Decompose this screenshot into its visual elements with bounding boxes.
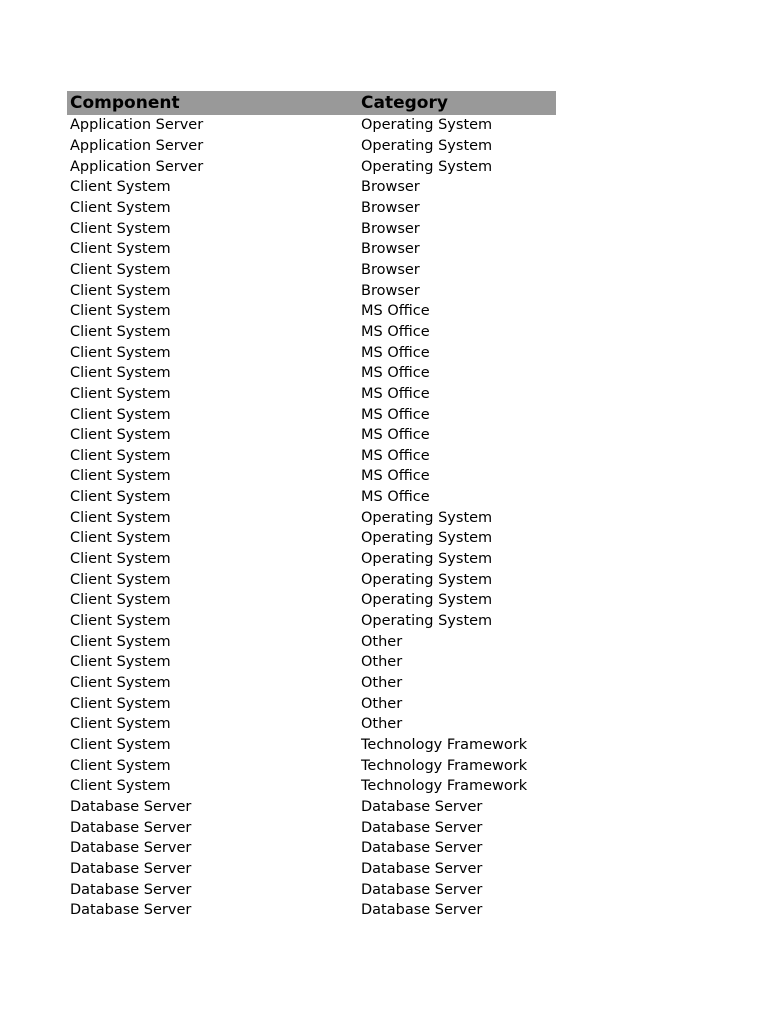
cell-category: Other bbox=[361, 695, 403, 712]
table-row bbox=[67, 569, 556, 590]
table-row bbox=[67, 280, 556, 301]
cell-category: Browser bbox=[361, 282, 420, 299]
cell-category: Database Server bbox=[361, 798, 483, 815]
cell-component: Client System bbox=[70, 757, 171, 774]
cell-component: Database Server bbox=[70, 798, 192, 815]
cell-component: Client System bbox=[70, 282, 171, 299]
table-row bbox=[67, 342, 556, 363]
cell-category: Operating System bbox=[361, 509, 493, 526]
cell-component: Database Server bbox=[70, 902, 192, 919]
cell-category: Other bbox=[361, 654, 403, 671]
table-row bbox=[67, 404, 556, 425]
cell-category: Operating System bbox=[361, 530, 493, 547]
cell-component: Client System bbox=[70, 303, 171, 320]
cell-category: Technology Framework bbox=[361, 737, 528, 754]
table-row bbox=[67, 177, 556, 198]
cell-component: Client System bbox=[70, 241, 171, 258]
cell-component: Client System bbox=[70, 716, 171, 733]
cell-category: Database Server bbox=[361, 840, 483, 857]
table-row bbox=[67, 136, 556, 157]
table-row bbox=[67, 673, 556, 694]
cell-category: Technology Framework bbox=[361, 757, 528, 774]
cell-category: Browser bbox=[361, 220, 420, 237]
cell-component: Client System bbox=[70, 695, 171, 712]
table-row bbox=[67, 735, 556, 756]
table-row bbox=[67, 755, 556, 776]
table-row bbox=[67, 198, 556, 219]
cell-category: Operating System bbox=[361, 592, 493, 609]
table-row bbox=[67, 446, 556, 467]
header-category: Category bbox=[361, 93, 448, 113]
table-row bbox=[67, 218, 556, 239]
table-row bbox=[67, 859, 556, 880]
cell-component: Client System bbox=[70, 261, 171, 278]
cell-component: Database Server bbox=[70, 860, 192, 877]
cell-category: Database Server bbox=[361, 881, 483, 898]
cell-category: Other bbox=[361, 716, 403, 733]
table-header-row bbox=[67, 91, 556, 115]
cell-component: Client System bbox=[70, 447, 171, 464]
cell-category: MS Office bbox=[361, 385, 430, 402]
table-row bbox=[67, 879, 556, 900]
cell-category: Browser bbox=[361, 199, 420, 216]
table-row bbox=[67, 487, 556, 508]
cell-category: Operating System bbox=[361, 158, 493, 175]
cell-component: Application Server bbox=[70, 158, 204, 175]
cell-component: Client System bbox=[70, 737, 171, 754]
cell-category: MS Office bbox=[361, 427, 430, 444]
table-row bbox=[67, 363, 556, 384]
cell-category: Browser bbox=[361, 261, 420, 278]
table-row bbox=[67, 322, 556, 343]
table-row bbox=[67, 817, 556, 838]
cell-component: Client System bbox=[70, 571, 171, 588]
cell-component: Client System bbox=[70, 220, 171, 237]
cell-category: Database Server bbox=[361, 819, 483, 836]
cell-component: Client System bbox=[70, 199, 171, 216]
cell-component: Client System bbox=[70, 675, 171, 692]
table-row bbox=[67, 797, 556, 818]
table-row bbox=[67, 115, 556, 136]
cell-component: Client System bbox=[70, 468, 171, 485]
table-row bbox=[67, 549, 556, 570]
table-row bbox=[67, 900, 556, 921]
cell-component: Client System bbox=[70, 633, 171, 650]
table-row bbox=[67, 693, 556, 714]
cell-component: Client System bbox=[70, 365, 171, 382]
cell-component: Database Server bbox=[70, 840, 192, 857]
table-row bbox=[67, 384, 556, 405]
spreadsheet-table bbox=[67, 91, 556, 921]
table-row bbox=[67, 507, 556, 528]
table-row bbox=[67, 631, 556, 652]
cell-category: MS Office bbox=[361, 447, 430, 464]
cell-component: Application Server bbox=[70, 137, 204, 154]
cell-category: Operating System bbox=[361, 571, 493, 588]
table-row bbox=[67, 838, 556, 859]
cell-category: Operating System bbox=[361, 137, 493, 154]
table-row bbox=[67, 425, 556, 446]
table-row bbox=[67, 156, 556, 177]
table-row bbox=[67, 260, 556, 281]
cell-category: MS Office bbox=[361, 489, 430, 506]
cell-component: Client System bbox=[70, 592, 171, 609]
cell-category: Database Server bbox=[361, 860, 483, 877]
cell-component: Application Server bbox=[70, 117, 204, 134]
cell-category: Technology Framework bbox=[361, 778, 528, 795]
cell-category: Database Server bbox=[361, 902, 483, 919]
cell-category: MS Office bbox=[361, 365, 430, 382]
cell-component: Client System bbox=[70, 489, 171, 506]
table-row bbox=[67, 776, 556, 797]
cell-component: Client System bbox=[70, 385, 171, 402]
cell-component: Client System bbox=[70, 613, 171, 630]
cell-category: MS Office bbox=[361, 303, 430, 320]
cell-component: Client System bbox=[70, 179, 171, 196]
cell-component: Client System bbox=[70, 406, 171, 423]
table-body bbox=[67, 115, 556, 921]
cell-category: Browser bbox=[361, 179, 420, 196]
cell-component: Client System bbox=[70, 778, 171, 795]
cell-component: Database Server bbox=[70, 819, 192, 836]
table-row bbox=[67, 301, 556, 322]
table-row bbox=[67, 714, 556, 735]
table-row bbox=[67, 590, 556, 611]
cell-component: Client System bbox=[70, 551, 171, 568]
cell-component: Client System bbox=[70, 530, 171, 547]
table-row bbox=[67, 466, 556, 487]
cell-category: Operating System bbox=[361, 613, 493, 630]
table-row bbox=[67, 652, 556, 673]
table-row bbox=[67, 239, 556, 260]
cell-category: Other bbox=[361, 675, 403, 692]
cell-category: MS Office bbox=[361, 468, 430, 485]
table-row bbox=[67, 528, 556, 549]
cell-category: MS Office bbox=[361, 323, 430, 340]
cell-component: Database Server bbox=[70, 881, 192, 898]
cell-component: Client System bbox=[70, 427, 171, 444]
header-component: Component bbox=[70, 93, 180, 113]
cell-category: Operating System bbox=[361, 117, 493, 134]
cell-category: MS Office bbox=[361, 406, 430, 423]
table-row bbox=[67, 611, 556, 632]
cell-component: Client System bbox=[70, 344, 171, 361]
cell-category: Browser bbox=[361, 241, 420, 258]
cell-component: Client System bbox=[70, 323, 171, 340]
cell-component: Client System bbox=[70, 509, 171, 526]
cell-category: Other bbox=[361, 633, 403, 650]
cell-category: MS Office bbox=[361, 344, 430, 361]
cell-component: Client System bbox=[70, 654, 171, 671]
cell-category: Operating System bbox=[361, 551, 493, 568]
